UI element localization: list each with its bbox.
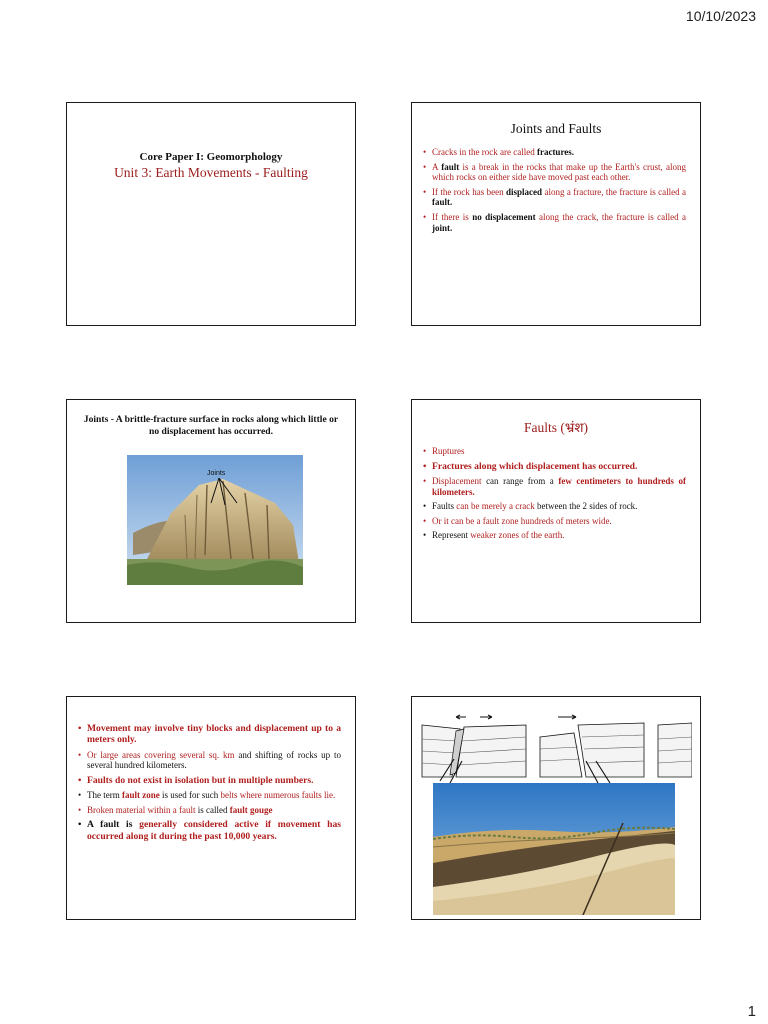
bullet-list <box>67 723 355 842</box>
list-item: • If the rock has been displaced along a fracture, the fracture is called a fault. <box>432 187 686 208</box>
normal-fault-sketch <box>420 711 528 783</box>
list-item: • Fractures along which displacement has occurred. <box>432 461 686 472</box>
list-item: • Cracks in the rock are called fractures. <box>432 147 686 158</box>
list-item: • Movement may involve tiny blocks and displacement up to a meters only. <box>87 723 341 746</box>
slide-title <box>66 102 356 326</box>
list-item: • If there is no displacement along the crack, the fracture is called a joint. <box>432 212 686 233</box>
list-item: • Broken material within a fault is called fault gouge <box>87 805 341 816</box>
list-item: • Or it can be a fault zone hundreds of meters wide. <box>432 516 686 527</box>
slide-joints <box>66 399 356 623</box>
list-item: • A fault is generally considered active if movement has occurred along it during the past 10,000 years. <box>87 819 341 842</box>
title-block <box>67 151 355 181</box>
slide-joints-and-faults <box>411 102 701 326</box>
page-number: 1 <box>747 1003 756 1020</box>
list-item: • Faults can be merely a crack between the 2 sides of rock. <box>432 501 686 512</box>
slide-fault-movement <box>66 696 356 920</box>
list-item: • The term fault zone is used for such belts where numerous faults lie. <box>87 790 341 801</box>
reverse-fault-sketch <box>538 711 646 783</box>
list-item: • Or large areas covering several sq. km and shifting of rocks up to several hundred kilometers. <box>87 750 341 771</box>
fault-outcrop-photo <box>433 783 675 915</box>
bullet-list <box>412 147 700 233</box>
slide-fault-illustrations <box>411 696 701 920</box>
slide-heading: Joints and Faults <box>510 121 602 136</box>
strike-slip-sketch <box>656 711 692 783</box>
list-item: • A fault is a break in the rocks that make up the Earth's crust, along which rocks on either side have moved past each other. <box>432 162 686 183</box>
joints-rock-photo <box>127 455 303 585</box>
list-item: • Faults do not exist in isolation but in multiple numbers. <box>87 775 341 786</box>
joints-photo-label: Joints <box>207 470 226 477</box>
unit-title: Unit 3: Earth Movements - Faulting <box>114 165 308 180</box>
slide-heading: Joints - A brittle-fracture surface in rocks along which little or no displacement has occurred. <box>83 414 339 437</box>
list-item: • Ruptures <box>432 446 686 457</box>
list-item: • Represent weaker zones of the earth. <box>432 530 686 541</box>
list-item: • Displacement can range from a few centimeters to hundreds of kilometers. <box>432 476 686 497</box>
slide-heading: Faults (भ्रंश) <box>523 420 589 435</box>
bullet-list <box>412 446 700 541</box>
page-date: 10/10/2023 <box>685 8 756 24</box>
slide-faults <box>411 399 701 623</box>
course-subtitle: Core Paper I: Geomorphology <box>139 151 283 163</box>
